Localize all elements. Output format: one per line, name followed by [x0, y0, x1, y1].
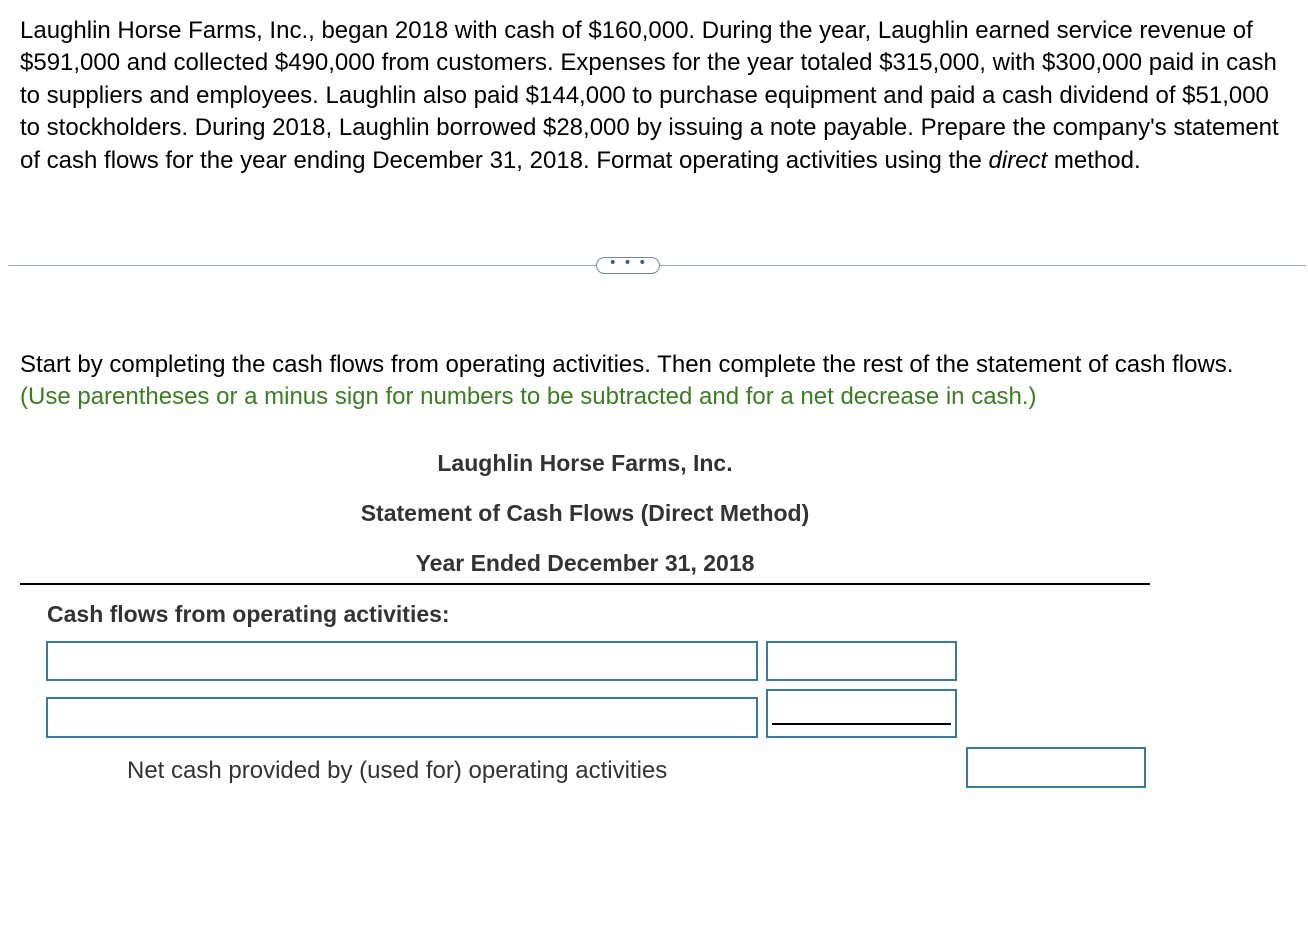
net-operating-cash-input[interactable] — [966, 747, 1146, 788]
operating-item-2-amount-input[interactable] — [766, 689, 957, 738]
instructions — [20, 349, 1290, 413]
statement-company-name: Laughlin Horse Farms, Inc. — [437, 450, 733, 476]
statement-period: Year Ended December 31, 2018 — [415, 550, 755, 576]
problem-statement — [20, 15, 1290, 177]
statement-header-rule — [20, 583, 1150, 585]
operating-item-1-description-input[interactable] — [46, 641, 758, 681]
problem-emphasis-direct: direct — [988, 146, 1048, 174]
operating-activities-section-label: Cash flows from operating activities: — [47, 601, 450, 627]
operating-item-2-description-input[interactable] — [46, 697, 758, 738]
operating-item-1-amount-input[interactable] — [766, 641, 957, 681]
more-dots-icon: • • • — [608, 254, 648, 271]
problem-text-part-1: Laughlin Horse Farms, Inc., began 2018 with cash of $160,000. During the year, Laughlin earned service revenue of $591,000 and collected $490,000 from customers. Expenses for the year totaled $315,000, with $300,000 paid in cash to suppliers and employees. Laughlin also paid $144,000 to purchase equipment and paid a cash dividend of $51,000 to stockholders. During 2018, Laughlin borrowed $28,000 by issuing a note payable. Prepare the company's statement of cash flows for the year ending December 31, 2018. Format operating activities using the — [20, 17, 1279, 174]
instructions-hint: (Use parentheses or a minus sign for numbers to be subtracted and for a net decrease in cash.) — [20, 383, 1037, 410]
net-operating-cash-label: Net cash provided by (used for) operating activities — [127, 757, 668, 784]
expand-more-button[interactable] — [596, 254, 660, 274]
statement-title: Statement of Cash Flows (Direct Method) — [360, 500, 810, 526]
instructions-text: Start by completing the cash flows from operating activities. Then complete the rest of the statement of cash flows. — [20, 351, 1234, 378]
problem-text-part-2: method. — [1047, 146, 1141, 174]
